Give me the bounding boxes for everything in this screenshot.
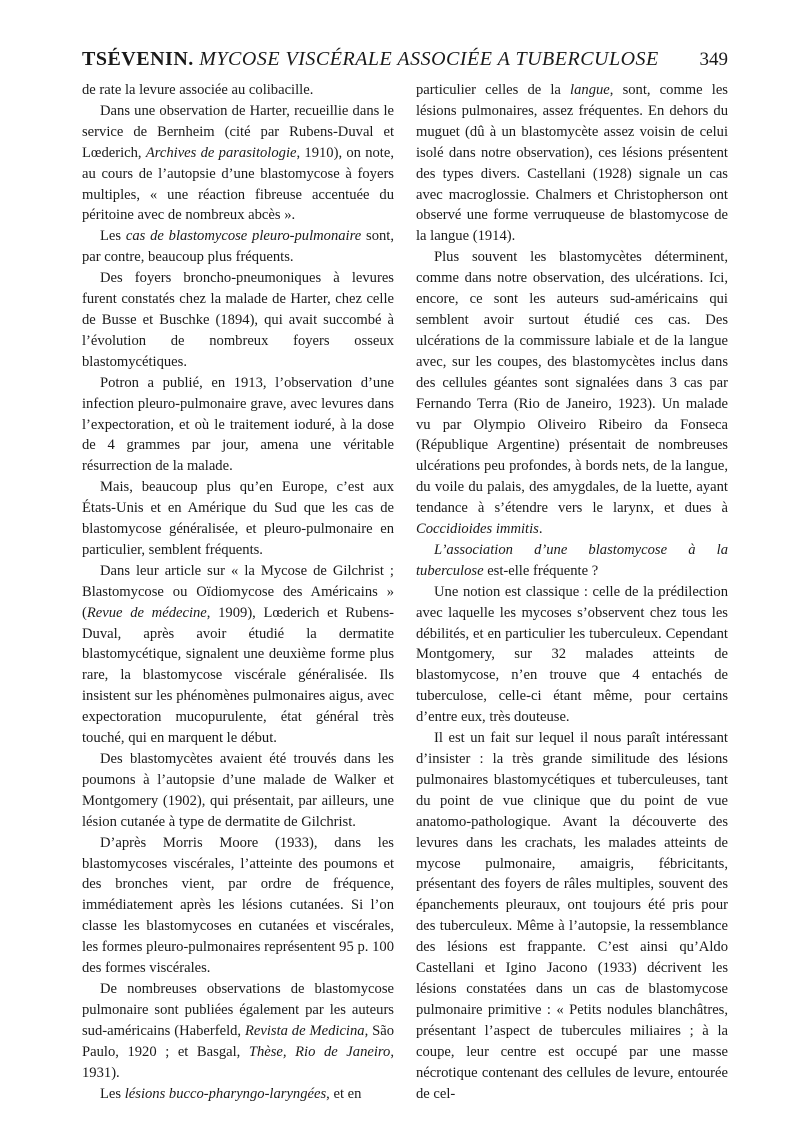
header-author: TSÉVENIN. [82, 48, 194, 70]
text-run: Des blastomycètes avaient été trouvés dans les poumons à l’autopsie d’une malade de Walker et Montgomery (1902), qui présentait, par ailleurs, une lésion cutanée à type de dermatite de Gilchrist. [82, 751, 394, 830]
text-columns [82, 80, 728, 1104]
paragraph [82, 80, 394, 101]
paragraph [416, 247, 728, 540]
italic-text: Archives de parasitologie [145, 144, 297, 161]
italic-text: langue [570, 82, 610, 98]
text-run: Des foyers broncho-pneumoniques à levures furent constatés chez la malade de Harter, chez celle de Busse et Buschke (1894), qui avait succombé à l’évolution de nombreux foyers osseux blastomycétiques. [82, 270, 394, 370]
left-column [82, 80, 394, 1104]
italic-text: Revista de Medicina [244, 1022, 365, 1039]
text-run: De nombreuses observations de blastomycose pulmonaire sont publiées également par les auteurs sud-américains (Haberfeld, [82, 980, 394, 1039]
paragraph [416, 80, 728, 247]
text-run: Les [100, 1085, 125, 1102]
italic-text: Revue de médecine [86, 604, 207, 621]
paragraph [82, 226, 394, 268]
header-title: MYCOSE VISCÉRALE ASSOCIÉE A TUBERCULOSE [199, 48, 659, 70]
text-run: sont, par contre, beaucoup plus fréquents. [82, 228, 394, 266]
paragraph [82, 1084, 394, 1105]
text-run: , São Paulo, 1920 ; et Basgal, [82, 1022, 395, 1060]
paragraph [82, 268, 394, 373]
paragraph [82, 477, 394, 561]
text-run: Dans une observation de Harter, recueillie dans le service de Bernheim (cité par Rubens-Duval et Lœderich, [82, 102, 394, 161]
text-run: Il est un fait sur lequel il nous paraît intéressant d’insister : la très grande similitude des lésions pulmonaires blastomycétiques et tuberculeuses, tant du point de vue clinique que du point de vue anatomo-pathologique. Avant la découverte des levures dans les crachats, les malades atteints de mycose pulmonaire, amaigris, fébricitants, présentant des foyers de râles multiples, souvent des épanchements pleuraux, ont toujours été pris pour des tuberculeux. Même à l’autopsie, la ressemblance des lésions est frappante. C’est ainsi qu’Aldo Castellani et Igino Jacono (1933) décrivent les lésions constatées dans un cas de blastomycose pulmonaire primitive : « Petits nodules blanchâtres, présentant l’aspect de tubercules miliaires ; à la coupe, leur centre est occupé par une masse nécrotique contenant des cellules de levure, entourée de cel- [416, 730, 728, 1102]
text-run: D’après Morris Moore (1933), dans les blastomycoses viscérales, l’atteinte des poumons et des bronches vient, par ordre de fréquence, immédiatement après les lésions cutanées. Si l’on classe les blastomycoses en cutanées et viscérales, les formes pleuro-pulmonaires représentent 95 p. 100 des formes viscérales. [82, 834, 394, 977]
paragraph [416, 582, 728, 728]
page-number: 349 [699, 49, 728, 70]
text-run: Les [100, 228, 126, 245]
right-column [416, 80, 728, 1104]
italic-text: Coccidioides immitis [416, 521, 539, 538]
paragraph [82, 833, 394, 979]
paragraph [82, 979, 394, 1084]
running-header [82, 48, 728, 78]
paragraph [82, 561, 394, 749]
text-run: Mais, beaucoup plus qu’en Europe, c’est aux États-Unis et en Amérique du Sud que les cas de blastomycose généralisée, et pleuro-pulmonaire en particulier, semblent fréquents. [82, 479, 394, 558]
text-run: , 1910), on note, au cours de l’autopsie d’une blastomycose à foyers multiples, « une réaction fibreuse accentuée du péritoine avec de nombreux abcès ». [82, 144, 394, 224]
text-run: est-elle fréquente ? [483, 562, 599, 579]
text-run: Potron a publié, en 1913, l’observation d’une infection pleuro-pulmonaire grave, avec levures dans l’expectoration, et où le traitement ioduré, à la dose de 4 grammes par jour, amena une véritable résurrection de la malade. [82, 374, 394, 475]
text-run: Plus souvent les blastomycètes déterminent, comme dans notre observation, des ulcérations. Ici, encore, ce sont les auteurs sud-américains qui semblent avoir surtout étudié ces cas. Des ulcérations de la commissure labiale et de la langue avec, sur les coupes, des blastomycètes inclus dans des cellules géantes sont signalées dans 3 cas par Fernando Terra (Rio de Janeiro, 1923). Un malade vu par Olympio Oliveiro Ribeiro da Fonseca (République Argentine) présentait de nombreuses ulcérations peu profondes, à bords nets, de la langue, du voile du palais, des amygdales, de la luette, ayant tendance à s’étendre vers le larynx, et dues à [416, 249, 728, 517]
text-run: , 1909), Lœderich et Rubens-Duval, après avoir étudié la dermatite blastomycétique, signalent une deuxième forme plus rare, la blastomycose viscérale généralisée. Ils insistent sur les phénomènes pulmonaires aigus, avec expectoration mucopurulente, état général très touché, qui en marquent le début. [82, 604, 394, 747]
text-run: , sont, comme les lésions pulmonaires, assez fréquentes. En dehors du muguet (dû à un blastomycète assez voisin de celui isolé dans notre observation), ces lésions présentent des types divers. Castellani (1928) signale un cas avec macroglossie. Chalmers et Christopherson ont observé une forme verruqueuse de blastomycose de la langue (1914). [416, 82, 728, 245]
running-head [82, 48, 659, 71]
text-run: Une notion est classique : celle de la prédilection avec laquelle les mycoses s’observent chez tous les débilités, et en particulier les tuberculeux. Cependant Montgomery, sur 32 malades atteints de blastomycose, n’en trouve que 4 entachés de tuberculose, celle-ci étant même, pour certains d’entre eux, très douteuse. [416, 583, 728, 726]
text-run: de rate la levure associée au colibacille. [82, 82, 314, 98]
paragraph [82, 373, 394, 478]
paragraph [82, 101, 394, 226]
italic-text: Thèse, Rio de Janeiro [248, 1043, 391, 1060]
text-run: . [538, 521, 543, 538]
text-run: , et en [326, 1085, 362, 1102]
text-run: , 1931). [82, 1043, 394, 1081]
italic-text: L’association d’une blastomycose à la tuberculose [416, 541, 728, 579]
paragraph [82, 749, 394, 833]
text-run: Dans leur article sur « la Mycose de Gilchrist ; Blastomycose ou Oïdiomycose des Américains » ( [82, 562, 394, 621]
italic-text: lésions bucco-pharyngo-laryngées [124, 1085, 327, 1102]
italic-text: cas de blastomycose pleuro-pulmonaire [125, 228, 362, 245]
paragraph [416, 728, 728, 1104]
paragraph [416, 540, 728, 582]
text-run: particulier celles de la [416, 82, 571, 98]
